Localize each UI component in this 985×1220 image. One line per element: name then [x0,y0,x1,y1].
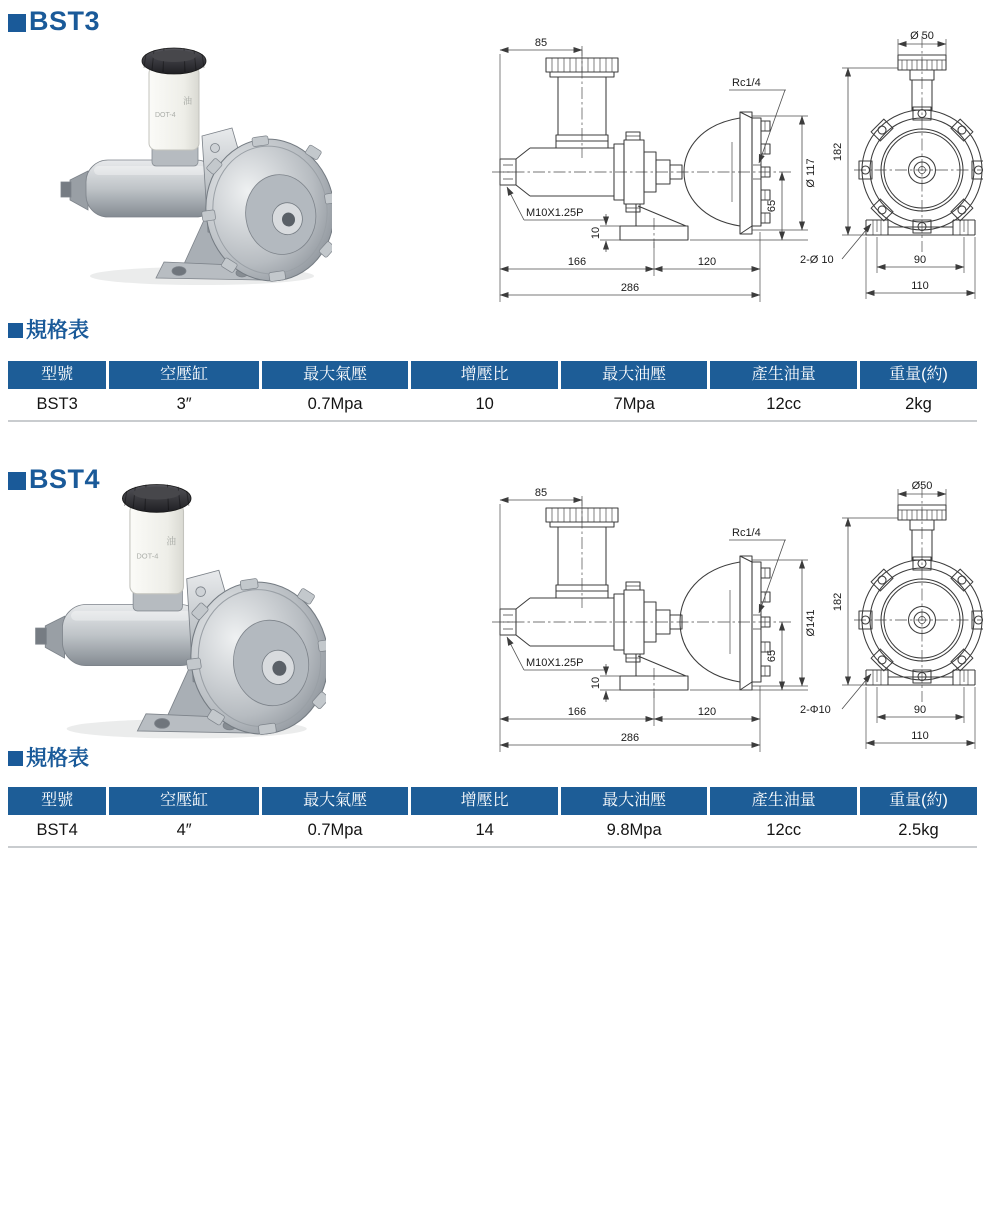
cell-air-cylinder: 3″ [176,395,192,413]
bst3-spec-heading [8,314,89,344]
col-header-air-cylinder: 空壓缸 [109,361,258,389]
dimensions [800,480,975,749]
dim-base-thickness: 10 [590,676,602,690]
dim-rear-length: 120 [697,256,717,268]
col-header-model: 型號 [8,361,106,389]
cell-boost-ratio: 14 [475,821,494,839]
cell-max-oil-pressure: 7Mpa [613,395,655,413]
dim-total-length: 286 [620,282,640,294]
col-header-air-cylinder: 空壓缸 [109,787,258,815]
col-header-max-air-pressure: 最大氣壓 [262,361,409,389]
cell-max-air-pressure: 0.7Mpa [307,395,363,413]
oil-reservoir [142,48,206,166]
cell-max-oil-pressure: 9.8Mpa [606,821,662,839]
dim-front-length: 166 [567,706,587,718]
dim-thread-label: M10X1.25P [526,207,584,219]
col-header-max-air-pressure: 最大氣壓 [262,787,409,815]
master-cylinder-body [36,605,204,666]
table-bottom-rule [8,846,977,848]
title-square-icon [8,472,26,490]
dim-top-width: 85 [534,37,548,49]
spec-heading-text: 規格表 [26,747,89,770]
col-header-model: 型號 [8,787,106,815]
dim-port-label: Rc1/4 [732,527,761,539]
cell-model: BST4 [36,821,78,839]
table-bottom-rule [8,420,977,422]
dim-body-diameter: Ø141 [805,609,817,637]
cell-air-cylinder: 4″ [176,821,192,839]
dim-front-length: 166 [567,256,587,268]
dimensions [800,30,975,299]
dimensions [500,37,817,302]
bst4-product-photo [26,478,326,746]
oil-reservoir [122,485,191,611]
title-square-icon [8,14,26,32]
dim-base-width: 110 [911,280,929,292]
reservoir-oil-char: 油 [183,96,193,106]
reservoir-dot4-text: DOT-4 [155,112,176,119]
master-cylinder-body [61,160,218,217]
dim-height: 182 [832,592,844,612]
cell-oil-volume: 12cc [766,395,802,413]
bst3-product-photo [52,42,332,292]
reservoir-dot4-text: DOT-4 [136,551,159,561]
cell-weight: 2.5kg [898,821,939,839]
dim-base-width: 110 [911,730,929,742]
dim-body-diameter: Ø 117 [805,158,817,188]
cell-model: BST3 [36,395,78,413]
dim-thread-label: M10X1.25P [526,657,584,669]
section-square-icon [8,751,23,766]
spec-heading-text: 規格表 [26,319,89,342]
model-title-text: BST3 [29,6,101,36]
reservoir-oil-char: 油 [166,536,176,548]
col-header-oil-volume: 產生油量 [710,361,857,389]
dim-center-height: 65 [766,199,778,213]
dim-cap-diameter: Ø50 [911,480,933,492]
col-header-oil-volume: 產生油量 [710,787,857,815]
model-title-text: BST4 [29,464,101,494]
dim-mount-holes: 2-Ø 10 [800,254,834,266]
cell-boost-ratio: 10 [475,395,494,413]
col-header-boost-ratio: 增壓比 [411,787,558,815]
bst4-spec-heading [8,742,89,772]
col-header-max-oil-pressure: 最大油壓 [561,361,708,389]
bst4-spec-table [8,787,977,848]
dim-height: 182 [832,142,844,162]
dim-rear-length: 120 [697,706,717,718]
dim-hole-span: 90 [913,704,927,716]
dimensions [500,487,817,752]
cell-max-air-pressure: 0.7Mpa [307,821,363,839]
pump-front-outline [859,55,983,235]
dim-port-label: Rc1/4 [732,77,761,89]
pump-front-outline [859,505,983,685]
section-square-icon [8,323,23,338]
dim-cap-diameter: Ø 50 [910,30,934,42]
dim-center-height: 65 [766,649,778,663]
bst4-front-drawing [798,470,983,758]
dim-hole-span: 90 [913,254,927,266]
dim-top-width: 85 [534,487,548,499]
bst3-spec-table [8,361,977,422]
dim-base-thickness: 10 [590,226,602,240]
col-header-weight: 重量(約) [860,361,977,389]
col-header-weight: 重量(約) [860,787,977,815]
dim-mount-holes: 2-Φ10 [800,704,831,716]
bst3-section-title [8,6,100,37]
bst3-front-drawing [798,20,983,308]
cell-oil-volume: 12cc [766,821,802,839]
dim-total-length: 286 [620,732,640,744]
col-header-boost-ratio: 增壓比 [411,361,558,389]
col-header-max-oil-pressure: 最大油壓 [561,787,708,815]
cell-weight: 2kg [905,395,932,413]
